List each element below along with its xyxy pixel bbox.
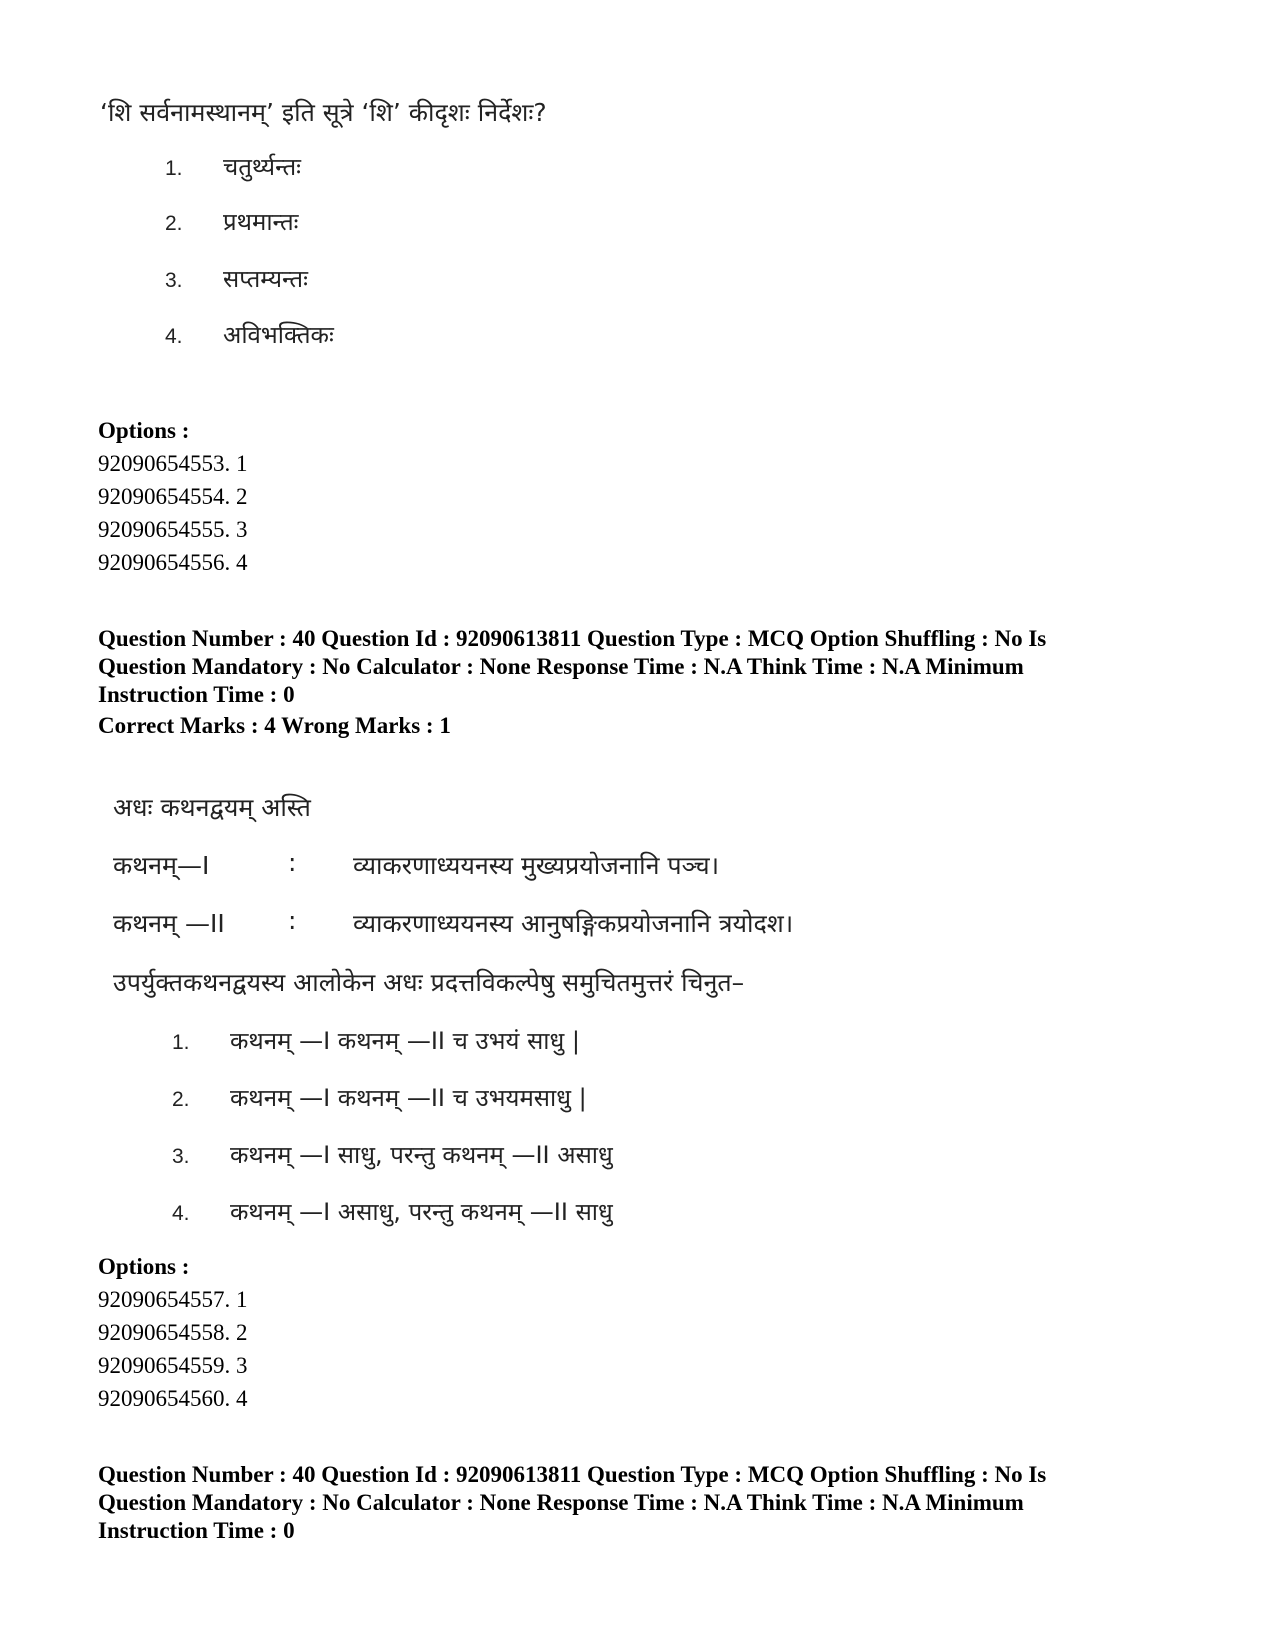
choice-number: 4. — [165, 325, 183, 348]
choice-item — [172, 1195, 613, 1228]
statement-colon: : — [288, 906, 297, 935]
option-line: 92090654553. 1 — [98, 451, 248, 476]
choice-item — [172, 1081, 587, 1114]
statement-label: कथनम् —II — [113, 909, 225, 938]
choice-number: 2. — [172, 1088, 190, 1111]
meta-line: Instruction Time : 0 — [98, 682, 295, 707]
choice-text: कथनम् —I कथनम् —II च उभयमसाधु | — [230, 1084, 587, 1112]
marks-line: Correct Marks : 4 Wrong Marks : 1 — [98, 713, 451, 738]
choice-item — [165, 262, 308, 295]
choice-number: 4. — [172, 1202, 190, 1225]
choice-item — [172, 1024, 580, 1057]
choice-text: कथनम् —I असाधु, परन्तु कथनम् —II साधु — [230, 1198, 613, 1226]
statement-colon: : — [288, 848, 297, 877]
option-line: 92090654557. 1 — [98, 1287, 248, 1312]
meta-line: Question Number : 40 Question Id : 92090613811 Question Type : MCQ Option Shuffling : No Is — [98, 1462, 1047, 1487]
statement-label: कथनम्—I — [113, 851, 210, 880]
statement-text: व्याकरणाध्ययनस्य आनुषङ्गिकप्रयोजनानि त्रयोदश। — [353, 909, 794, 938]
choice-number: 3. — [172, 1145, 190, 1168]
option-line: 92090654559. 3 — [98, 1353, 248, 1378]
choice-text: अविभक्तिकः — [223, 321, 334, 349]
question-meta — [98, 625, 1218, 709]
choice-number: 3. — [165, 269, 183, 292]
option-line: 92090654554. 2 — [98, 484, 248, 509]
meta-line: Question Mandatory : No Calculator : None Response Time : N.A Think Time : N.A Minimum — [98, 1490, 1024, 1515]
choice-text: सप्तम्यन्तः — [223, 265, 308, 293]
meta-line: Question Number : 40 Question Id : 92090613811 Question Type : MCQ Option Shuffling : No Is — [98, 626, 1047, 651]
choice-item — [165, 205, 298, 238]
choice-text: कथनम् —I साधु, परन्तु कथनम् —II असाधु — [230, 1141, 613, 1169]
question-text: ‘शि सर्वनामस्थानम्’ इति सूत्रे ‘शि’ कीदृशः निर्देशः? — [100, 98, 547, 127]
meta-line: Instruction Time : 0 — [98, 1518, 295, 1543]
option-line: 92090654558. 2 — [98, 1320, 248, 1345]
choice-number: 1. — [172, 1031, 190, 1054]
option-line: 92090654556. 4 — [98, 550, 248, 575]
options-heading: Options : — [98, 418, 190, 443]
question-intro: अधः कथनद्वयम् अस्ति — [113, 793, 311, 822]
choice-item — [172, 1138, 613, 1171]
meta-line: Question Mandatory : No Calculator : None Response Time : N.A Think Time : N.A Minimum — [98, 654, 1024, 679]
option-line: 92090654560. 4 — [98, 1386, 248, 1411]
statement-text: व्याकरणाध्ययनस्य मुख्यप्रयोजनानि पञ्च। — [353, 851, 720, 880]
question-meta — [98, 1461, 1218, 1545]
choice-number: 2. — [165, 212, 183, 235]
choice-text: प्रथमान्तः — [223, 208, 299, 236]
choice-item — [165, 150, 301, 183]
choice-number: 1. — [165, 157, 183, 180]
choice-text: चतुर्थ्यन्तः — [223, 153, 302, 181]
choice-item — [165, 318, 334, 351]
choice-text: कथनम् —I कथनम् —II च उभयं साधु | — [230, 1027, 580, 1055]
question-text: उपर्युक्तकथनद्वयस्य आलोकेन अधः प्रदत्तविकल्पेषु समुचितमुत्तरं चिनुत– — [113, 968, 745, 997]
option-line: 92090654555. 3 — [98, 517, 248, 542]
options-heading: Options : — [98, 1254, 190, 1279]
